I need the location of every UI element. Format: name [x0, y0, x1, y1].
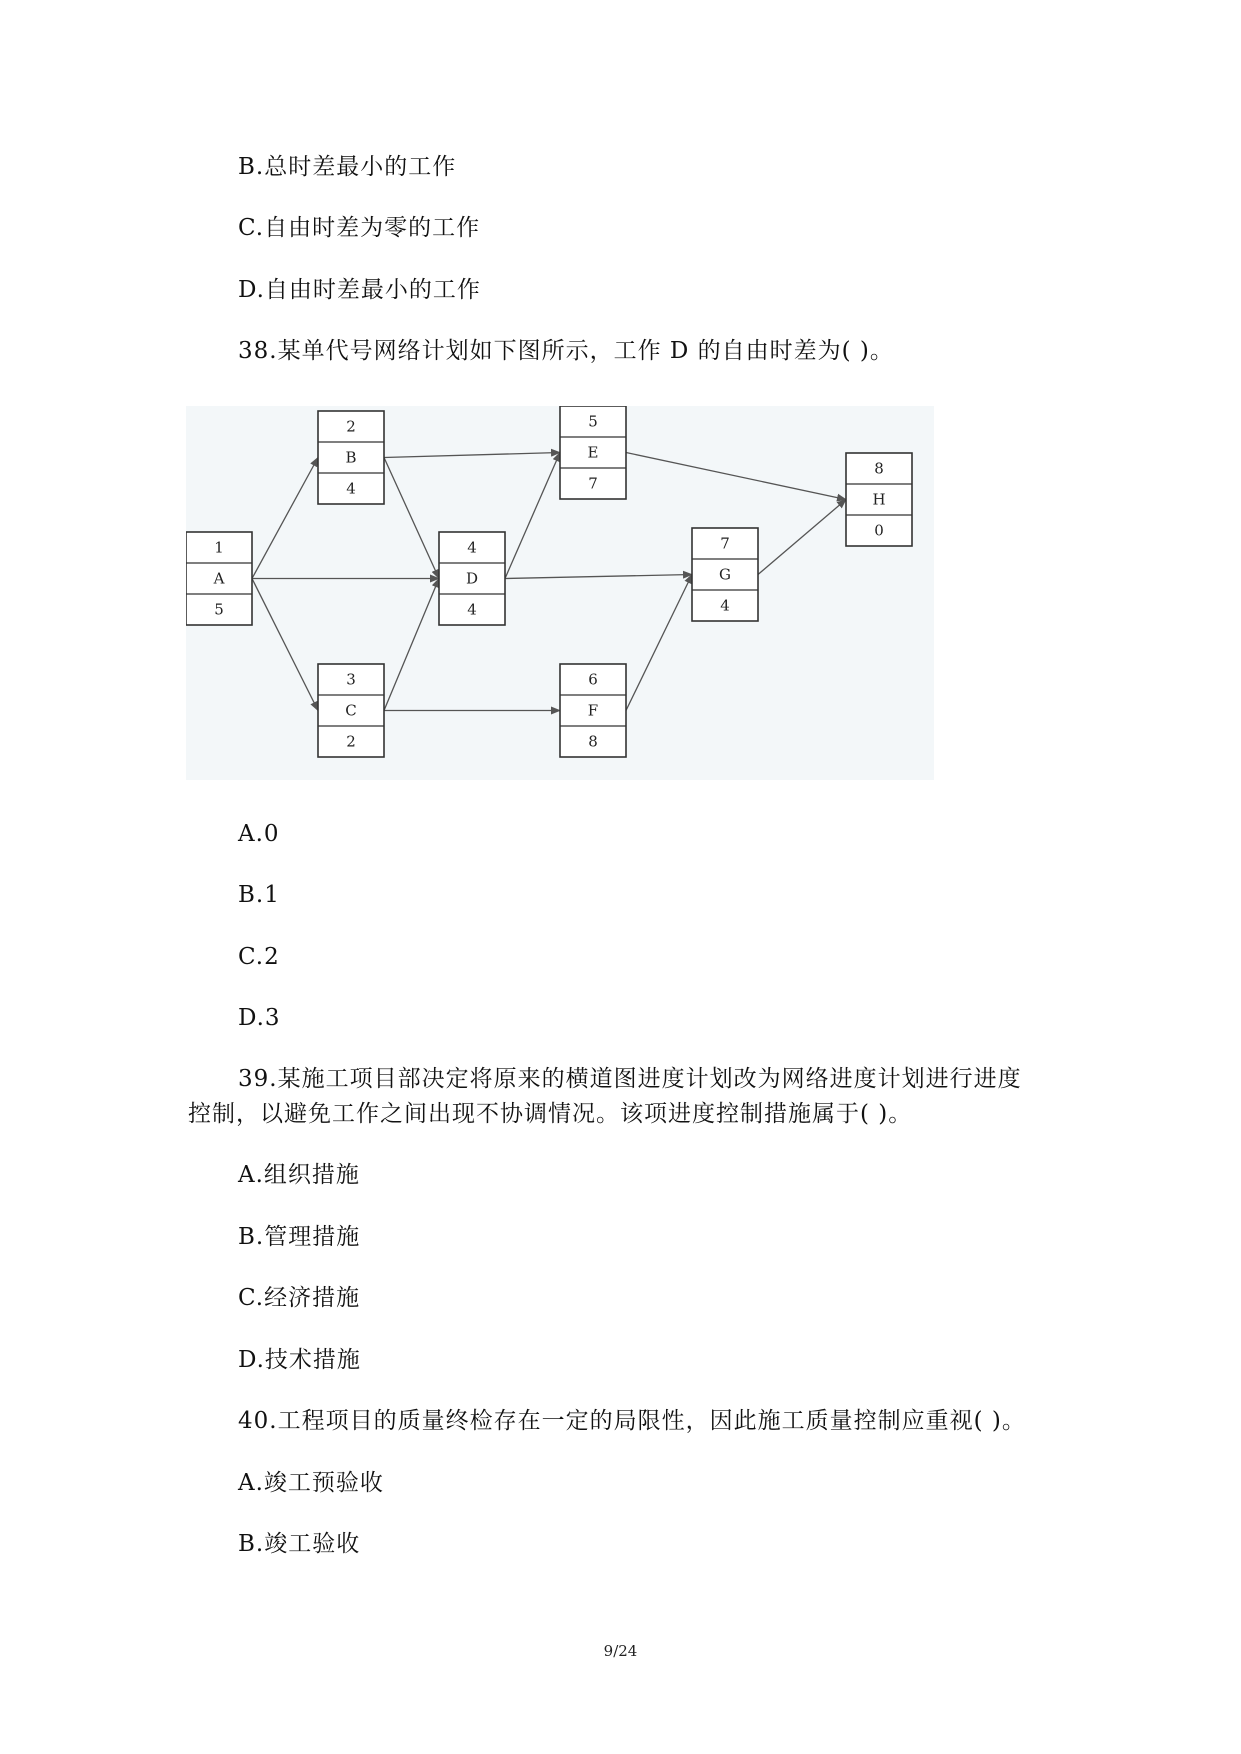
node-c	[318, 664, 384, 757]
q37-option-d: D.自由时差最小的工作	[238, 277, 481, 303]
q39-option-a: A.组织措施	[238, 1162, 360, 1188]
node-duration: 4	[467, 600, 477, 619]
node-number: 4	[467, 538, 477, 557]
q40-stem: 40.工程项目的质量终检存在一定的局限性，因此施工质量控制应重视( )。	[238, 1408, 1026, 1434]
q39-stem-line-1: 39.某施工项目部决定将原来的横道图进度计划改为网络进度计划进行进度	[238, 1066, 1022, 1092]
page-number: 9/24	[603, 1642, 638, 1660]
q38-option-c: C.2	[238, 944, 280, 970]
node-a	[186, 532, 252, 625]
node-duration: 7	[588, 474, 598, 493]
node-number: 3	[346, 670, 356, 689]
node-number: 7	[720, 534, 730, 553]
node-name: C	[345, 701, 357, 720]
network-diagram	[186, 406, 934, 780]
node-name: B	[345, 448, 357, 467]
node-duration: 2	[346, 732, 356, 751]
q38-option-d: D.3	[238, 1005, 281, 1031]
q39-option-d: D.技术措施	[238, 1347, 361, 1373]
node-name: F	[587, 701, 599, 720]
node-number: 2	[346, 417, 356, 436]
q38-option-a: A.0	[238, 821, 280, 847]
node-name: G	[719, 565, 731, 584]
node-name: A	[213, 569, 225, 588]
q37-option-b: B.总时差最小的工作	[238, 154, 457, 180]
q39-option-b: B.管理措施	[238, 1224, 361, 1250]
node-name: D	[465, 569, 479, 588]
q39-option-c: C.经济措施	[238, 1285, 361, 1311]
node-duration: 5	[214, 600, 224, 619]
node-number: 5	[588, 412, 598, 431]
q38-stem: 38.某单代号网络计划如下图所示，工作 D 的自由时差为( )。	[238, 338, 894, 364]
node-g	[692, 528, 758, 621]
q40-option-a: A.竣工预验收	[238, 1470, 384, 1496]
q38-option-b: B.1	[238, 882, 280, 908]
node-number: 1	[214, 538, 224, 557]
node-d	[439, 532, 505, 625]
node-duration: 8	[588, 732, 598, 751]
node-number: 8	[874, 459, 884, 478]
node-b	[318, 411, 384, 504]
node-number: 6	[588, 670, 598, 689]
node-name: H	[872, 490, 886, 509]
node-f	[560, 664, 626, 757]
node-duration: 4	[720, 596, 730, 615]
q40-option-b: B.竣工验收	[238, 1531, 361, 1557]
node-name: E	[587, 443, 599, 462]
node-h	[846, 453, 912, 546]
q39-stem-line-2: 控制，以避免工作之间出现不协调情况。该项进度控制措施属于( )。	[188, 1101, 913, 1127]
node-duration: 4	[346, 479, 356, 498]
q37-option-c: C.自由时差为零的工作	[238, 215, 481, 241]
node-duration: 0	[874, 521, 884, 540]
node-e	[560, 406, 626, 499]
